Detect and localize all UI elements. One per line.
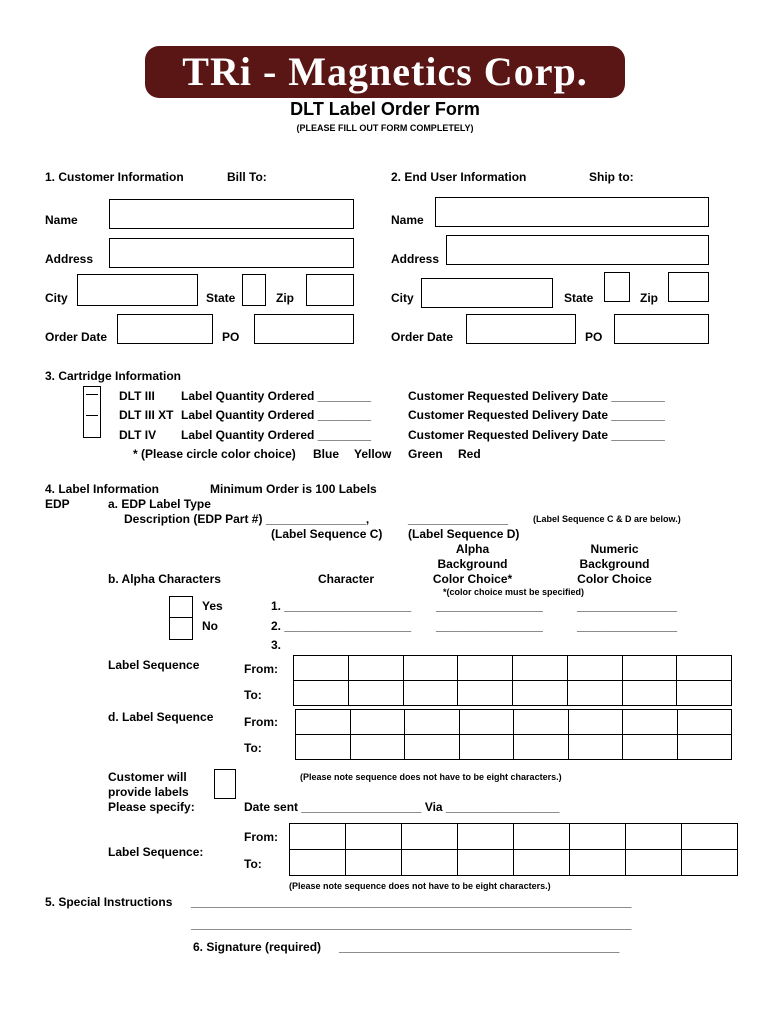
cartridge-info-heading: 3. Cartridge Information [45, 369, 182, 383]
sequence-d-label: (Label Sequence D) [408, 527, 520, 541]
color-yellow[interactable]: Yellow [354, 447, 392, 461]
bill-order-date-label: Order Date [45, 330, 108, 344]
customer-provide-line: provide labels [108, 785, 189, 799]
ship-zip-field[interactable] [668, 272, 709, 302]
seq-cell[interactable] [514, 710, 569, 735]
seq-cell[interactable] [458, 681, 513, 706]
seq-cell[interactable] [513, 681, 568, 706]
numeric-bg-line: Color Choice [577, 572, 652, 586]
seq-cell[interactable] [294, 681, 349, 706]
from-label: From: [244, 715, 278, 729]
delivery-line: Customer Requested Delivery Date ________ [408, 408, 665, 422]
check-line [86, 394, 98, 395]
check-line [86, 415, 98, 416]
from-label: From: [244, 830, 278, 844]
bill-address-field[interactable] [109, 238, 354, 268]
bill-order-date-field[interactable] [117, 314, 213, 344]
color-blue[interactable]: Blue [313, 447, 340, 461]
seq-cell[interactable] [677, 656, 732, 681]
qty-line: Label Quantity Ordered ________ [181, 428, 372, 442]
end-user-heading: 2. End User Information [391, 170, 527, 184]
seq-cell[interactable] [405, 735, 460, 760]
color-green[interactable]: Green [408, 447, 443, 461]
seq-cell[interactable] [402, 850, 458, 876]
cartridge-type: DLT III XT [119, 408, 174, 422]
seq-cell[interactable] [458, 656, 513, 681]
ship-name-label: Name [391, 213, 424, 227]
form-subtitle: (PLEASE FILL OUT FORM COMPLETELY) [296, 123, 474, 133]
alpha-characters-label: b. Alpha Characters [108, 572, 221, 586]
seq-cell[interactable] [514, 824, 570, 850]
ship-address-label: Address [391, 252, 440, 266]
to-label: To: [244, 741, 262, 755]
sequence-note: (Label Sequence C & D are below.) [533, 514, 681, 524]
seq-cell[interactable] [567, 681, 622, 706]
bill-to-label: Bill To: [227, 170, 267, 184]
alpha-line-2: ________________ [436, 619, 543, 633]
minimum-order: Minimum Order is 100 Labels [210, 482, 377, 496]
signature-label: 6. Signature (required) [193, 940, 322, 954]
sequence-c-label: (Label Sequence C) [271, 527, 383, 541]
seq-cell[interactable] [568, 710, 623, 735]
sequence-d-grid [295, 709, 732, 760]
seq-cell[interactable] [458, 850, 514, 876]
qty-line: Label Quantity Ordered ________ [181, 389, 372, 403]
sequence-provided-grid [289, 823, 738, 876]
seq-cell[interactable] [514, 850, 570, 876]
form-title: DLT Label Order Form [290, 99, 480, 119]
numeric-bg-header [562, 542, 667, 587]
seq-cell[interactable] [348, 681, 403, 706]
label-info-heading: 4. Label Information [45, 482, 160, 496]
seq-cell[interactable] [350, 710, 405, 735]
ship-zip-label: Zip [640, 291, 658, 305]
seq-cell[interactable] [403, 681, 458, 706]
bill-state-label: State [206, 291, 236, 305]
color-red[interactable]: Red [458, 447, 481, 461]
seq-cell[interactable] [623, 710, 678, 735]
seq-cell[interactable] [294, 656, 349, 681]
bill-name-label: Name [45, 213, 78, 227]
seq-cell[interactable] [405, 710, 460, 735]
seq-cell[interactable] [677, 710, 732, 735]
numeric-bg-line: Background [579, 557, 650, 571]
delivery-line: Customer Requested Delivery Date ________ [408, 389, 665, 403]
sequence-eight-note-2: (Please note sequence does not have to be eight characters.) [289, 881, 551, 891]
seq-cell[interactable] [403, 656, 458, 681]
cartridge-type: DLT III [119, 389, 155, 403]
company-logo: TRi - Magnetics Corp. [145, 46, 625, 98]
special-instructions-line-1[interactable]: __________________________________________________________________ [191, 895, 632, 909]
seq-cell[interactable] [348, 656, 403, 681]
seq-cell[interactable] [402, 824, 458, 850]
ship-state-label: State [564, 291, 594, 305]
alpha-bg-line: Background [437, 557, 508, 571]
no-label: No [202, 619, 218, 633]
ship-city-label: City [391, 291, 414, 305]
seq-cell[interactable] [677, 735, 732, 760]
cartridge-type: DLT IV [119, 428, 157, 442]
ship-name-field[interactable] [435, 197, 709, 227]
seq-cell[interactable] [459, 710, 514, 735]
seq-cell[interactable] [626, 824, 682, 850]
seq-cell[interactable] [513, 656, 568, 681]
seq-cell[interactable] [567, 656, 622, 681]
edp-type-label: a. EDP Label Type [108, 497, 211, 511]
description-line-d: _______________ [408, 512, 509, 526]
seq-cell[interactable] [622, 681, 677, 706]
seq-cell[interactable] [458, 824, 514, 850]
seq-cell[interactable] [682, 850, 738, 876]
numeric-bg-line: Numeric [590, 542, 639, 556]
seq-cell[interactable] [346, 824, 402, 850]
customer-info-heading: 1. Customer Information [45, 170, 184, 184]
customer-provide-labels [108, 770, 195, 815]
seq-cell[interactable] [623, 735, 678, 760]
sequence-eight-note: (Please note sequence does not have to be eight characters.) [300, 772, 562, 782]
bill-po-label: PO [222, 330, 240, 344]
seq-cell[interactable] [677, 681, 732, 706]
label-sequence-label: Label Sequence [108, 658, 200, 672]
seq-cell[interactable] [568, 735, 623, 760]
seq-cell[interactable] [350, 735, 405, 760]
seq-cell[interactable] [296, 710, 351, 735]
from-label: From: [244, 662, 278, 676]
yes-label: Yes [202, 599, 223, 613]
ship-city-field[interactable] [421, 278, 553, 308]
alpha-bg-line: Color Choice* [432, 572, 513, 586]
ship-to-label: Ship to: [589, 170, 634, 184]
numeric-line-2: _______________ [577, 619, 678, 633]
bill-name-field[interactable] [109, 199, 354, 229]
seq-cell[interactable] [459, 735, 514, 760]
sequence-c-grid [293, 655, 732, 706]
d-label-sequence-label: d. Label Sequence [108, 710, 214, 724]
customer-provide-line: Please specify: [108, 800, 195, 814]
ship-address-field[interactable] [446, 235, 709, 265]
to-label: To: [244, 857, 262, 871]
description-line: Description (EDP Part #) _______________, [124, 512, 370, 526]
seq-cell[interactable] [346, 850, 402, 876]
edp-label: EDP [45, 497, 70, 511]
qty-line: Label Quantity Ordered ________ [181, 408, 372, 422]
seq-cell[interactable] [682, 824, 738, 850]
seq-cell[interactable] [290, 824, 346, 850]
special-instructions-label: 5. Special Instructions [45, 895, 173, 909]
date-sent-via-line: Date sent __________________ Via _________________ [244, 800, 560, 814]
alpha-line-1: ________________ [436, 599, 543, 613]
yes-no-box[interactable] [169, 596, 193, 640]
alpha-bg-header [420, 542, 525, 587]
bill-city-label: City [45, 291, 68, 305]
seq-cell[interactable] [570, 850, 626, 876]
bill-po-field[interactable] [254, 314, 354, 344]
yes-no-divider [170, 617, 192, 618]
special-instructions-line-2[interactable]: __________________________________________________________________ [191, 917, 632, 931]
signature-line[interactable]: __________________________________________ [339, 940, 620, 954]
color-specified-note: *(color choice must be specified) [443, 587, 585, 597]
seq-cell[interactable] [296, 735, 351, 760]
bill-zip-field[interactable] [306, 274, 354, 306]
seq-cell[interactable] [622, 656, 677, 681]
bill-address-label: Address [45, 252, 94, 266]
seq-cell[interactable] [290, 850, 346, 876]
character-header: Character [318, 572, 375, 586]
alpha-bg-line: Alpha [455, 542, 490, 556]
customer-provide-line: Customer will [108, 770, 187, 784]
bill-zip-label: Zip [276, 291, 294, 305]
seq-cell[interactable] [514, 735, 569, 760]
delivery-line: Customer Requested Delivery Date ________ [408, 428, 665, 442]
character-line-1: 1. ___________________ [271, 599, 412, 613]
character-line-2: 2. ___________________ [271, 619, 412, 633]
seq-cell[interactable] [626, 850, 682, 876]
character-line-3: 3. [271, 638, 282, 652]
to-label: To: [244, 688, 262, 702]
ship-state-field[interactable] [604, 272, 630, 302]
color-note: * (Please circle color choice) [133, 447, 296, 461]
bill-city-field[interactable] [77, 274, 198, 306]
bill-state-field[interactable] [242, 274, 266, 306]
ship-order-date-label: Order Date [391, 330, 454, 344]
ship-order-date-field[interactable] [466, 314, 576, 344]
numeric-line-1: _______________ [577, 599, 678, 613]
label-sequence-colon-label: Label Sequence: [108, 845, 204, 859]
seq-cell[interactable] [570, 824, 626, 850]
ship-po-label: PO [585, 330, 603, 344]
customer-provide-checkbox[interactable] [214, 769, 236, 799]
ship-po-field[interactable] [614, 314, 709, 344]
